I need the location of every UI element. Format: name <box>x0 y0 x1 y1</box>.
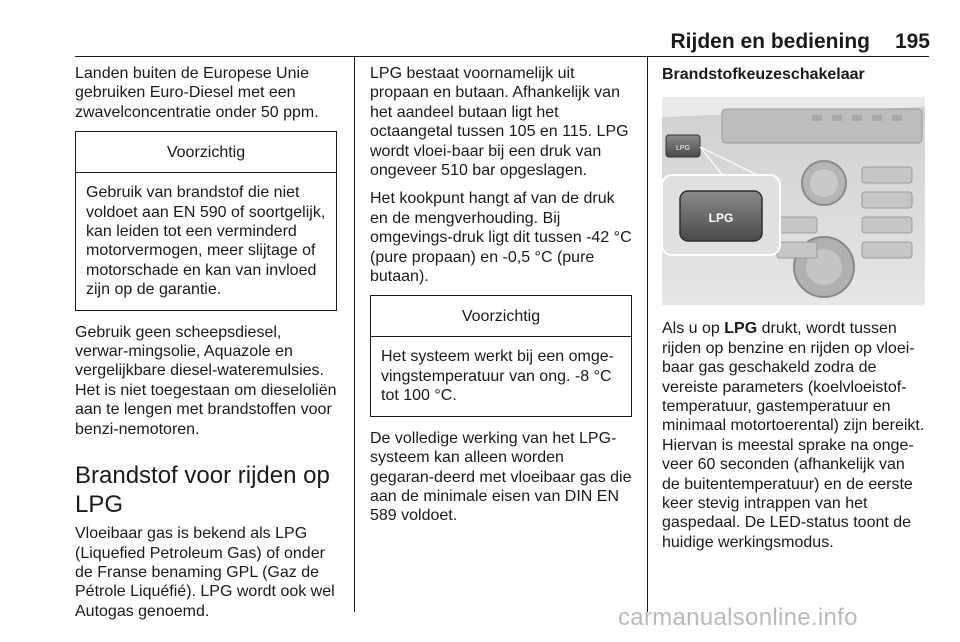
lpg-composition-paragraph: LPG bestaat voornamelijk uit propaan en butaan. Afhankelijk van het aandeel butaan ligt het octaangetal tussen 105 en 115. LPG wordt vloei-baar bij een druk van ongeveer 510 bar opgeslagen. <box>370 65 629 180</box>
caution-box-temperature <box>370 295 632 416</box>
header-title: Rijden en bediening <box>670 30 870 53</box>
intro-paragraph: Landen buiten de Europese Unie gebruiken Euro-Diesel met een zwavelconcentratie onder 50 ppm. <box>75 65 319 121</box>
lpg-button-term: LPG <box>724 320 758 338</box>
lpg-button-large-label: LPG <box>708 211 734 226</box>
boiling-point-paragraph: Het kookpunt hangt af van de druk en de mengverhouding. Bij omgevings-druk ligt dit tussen -42 °C (pure propaan) en -0,5 °C (pure butaan). <box>370 190 632 286</box>
fuel-selector-heading: Brandstofkeuzeschakelaar <box>662 66 865 83</box>
section-heading-lpg: Brandstof voor rijden op LPG <box>75 462 330 519</box>
din-paragraph: De volledige werking van het LPG-systeem kan alleen worden gegaran-deerd met vloeibaar gas die aan de minimale eisen van DIN EN 589 voldoet. <box>370 429 632 525</box>
column-3 <box>662 64 927 561</box>
column-divider-2 <box>647 56 648 612</box>
lpg-button-photo <box>662 97 925 305</box>
lpg-intro-paragraph: Vloeibaar gas is bekend als LPG (Liquefied Petroleum Gas) of onder de Franse benaming GPL (Gaz de Pétrole Liquéfié). LPG wordt ook wel Autogas genoemd. <box>75 525 335 620</box>
caution-title: Voorzichtig <box>371 296 631 337</box>
caution-title: Voorzichtig <box>76 132 336 173</box>
header-rule <box>75 56 929 57</box>
watermark: carmanualsonline.info <box>618 604 858 631</box>
column-2 <box>370 64 632 535</box>
caution-text: Het systeem werkt bij een omge-vingstemperatuur van ong. -8 °C tot 100 °C. <box>381 348 614 405</box>
caution-text: Gebruik van brandstof die niet voldoet aan EN 590 of soortgelijk, kan leiden tot een verminderd motorvermogen, meer slijtage of motorschade en kan van invloed zijn op de garantie. <box>86 184 326 299</box>
para-text-rest: drukt, wordt tussen rijden op benzine en rijden op vloei-baar gas geschakeld zodra de vereiste parameters (koelvloeistof-temperatuur, gastemperatuur en minimaal motortoerental) zijn bereikt. Hiervan is meestal sprake na onge-veer 60 seconden (afhankelijk van de buitentemperatuur) en de eerste keer stevig intrappen van het gaspedaal. De LED-status toont de huidige werkingsmodus. <box>662 320 925 551</box>
dashboard-illustration <box>662 97 925 305</box>
column-1 <box>75 64 337 630</box>
page-number: 195 <box>894 30 930 53</box>
diesel-paragraph: Gebruik geen scheepsdiesel, verwar-mingsolie, Aquazole en vergelijkbare diesel-wateremulsies. Het is niet toegestaan om dieseloliën aan te lengen met brandstoffen voor benzi-nemotoren. <box>75 323 337 438</box>
lpg-button-small-label: LPG <box>675 145 691 153</box>
para-text-start: Als u op <box>662 320 725 338</box>
caution-box-diesel <box>75 131 337 310</box>
column-divider-1 <box>354 56 355 612</box>
lpg-switch-paragraph <box>662 319 927 552</box>
